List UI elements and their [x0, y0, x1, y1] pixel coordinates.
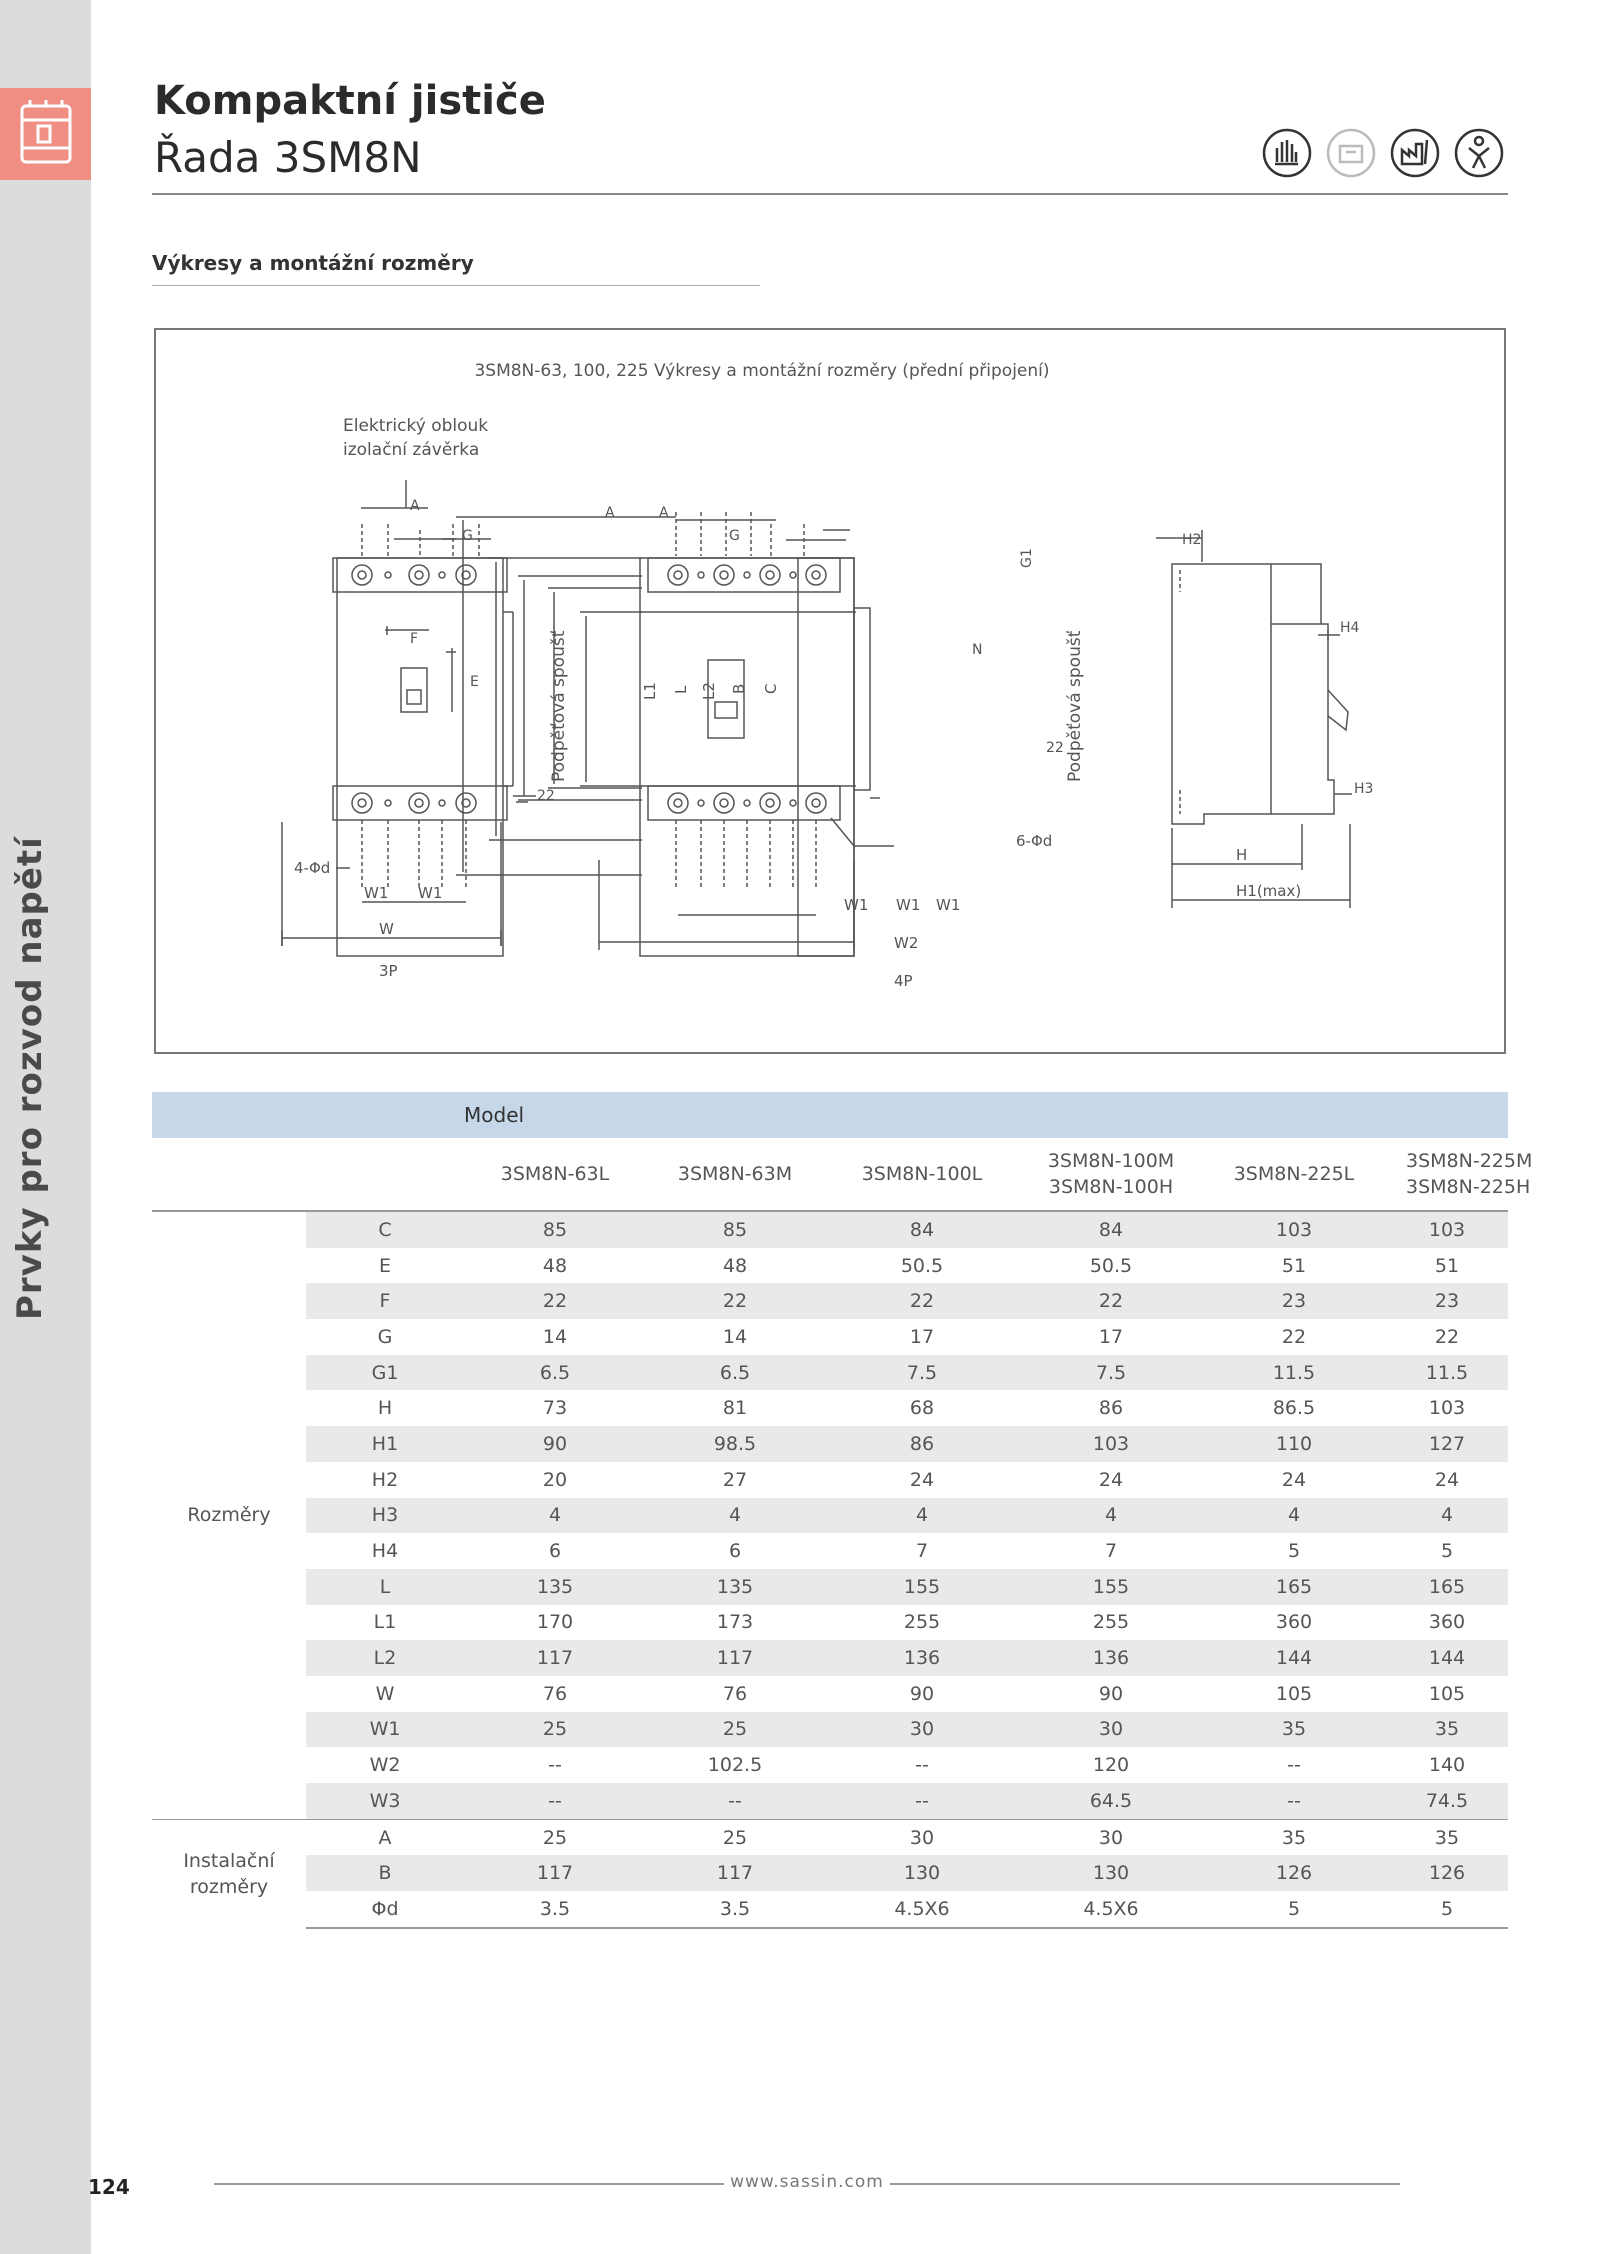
param-value: 73: [542, 1397, 568, 1420]
param-value: 360: [1275, 1611, 1313, 1634]
param-value: 4: [1020, 1498, 1202, 1534]
table-row: [152, 1783, 1508, 1819]
dimensions-table: [152, 1092, 1533, 1929]
dim-w1-4p-b: W1: [896, 896, 921, 914]
table-row: [152, 1462, 1508, 1498]
param-value: 30: [824, 1819, 1020, 1855]
param-value: 255: [1092, 1611, 1130, 1634]
param-value: 7.5: [824, 1355, 1020, 1391]
param-value: 98.5: [646, 1426, 824, 1462]
param-value: 50.5: [1089, 1254, 1133, 1277]
param-value: 23: [1202, 1283, 1386, 1319]
technical-drawing: [154, 328, 1506, 1054]
dim-22-right: 22: [1046, 740, 1064, 756]
param-value: 105: [1275, 1682, 1313, 1705]
dim-g-4p: G: [729, 528, 740, 544]
param-value: 90: [909, 1682, 935, 1705]
param-value: 5: [1287, 1540, 1301, 1563]
model-header: 3SM8N-225M 3SM8N-225H: [1386, 1138, 1508, 1211]
param-name: W1: [306, 1712, 464, 1748]
table-header-row: [152, 1138, 1508, 1211]
param-value: 68: [909, 1397, 935, 1420]
param-value: 4: [824, 1498, 1020, 1534]
param-value: --: [824, 1783, 1020, 1819]
param-value: 117: [646, 1640, 824, 1676]
table-row: [152, 1355, 1508, 1391]
dim-g1: G1: [1019, 548, 1035, 568]
param-value: --: [646, 1783, 824, 1819]
dim-h4: H4: [1340, 620, 1360, 636]
table-row: [152, 1211, 1508, 1248]
param-value: 51: [1281, 1254, 1307, 1277]
sidebar-vertical-title: Prvky pro rozvod napětí: [10, 836, 50, 1320]
param-value: 85: [646, 1211, 824, 1248]
param-value: 17: [1098, 1325, 1124, 1348]
param-name: A: [306, 1819, 464, 1855]
param-value: 22: [464, 1283, 646, 1319]
dim-l: L: [672, 685, 690, 694]
param-value: --: [915, 1754, 929, 1777]
dim-h3: H3: [1354, 781, 1374, 797]
param-value: 22: [824, 1283, 1020, 1319]
param-value: 7.5: [1020, 1355, 1202, 1391]
param-value: 102.5: [707, 1754, 763, 1777]
table-row: [152, 1498, 1508, 1534]
param-value: 4: [1386, 1498, 1508, 1534]
dim-w1-3p-b: W1: [418, 884, 443, 902]
param-value: 25: [464, 1712, 646, 1748]
param-value: 7: [1104, 1540, 1118, 1563]
param-value: 24: [1098, 1468, 1124, 1491]
param-value: 25: [646, 1712, 824, 1748]
param-value: 105: [1428, 1682, 1466, 1705]
param-value: 25: [464, 1819, 646, 1855]
person-icon: [1456, 130, 1502, 176]
param-value: 14: [722, 1325, 748, 1348]
table-row: [152, 1283, 1508, 1319]
factory-icon: [1392, 130, 1438, 176]
param-name: L2: [306, 1640, 464, 1676]
param-value: 120: [1092, 1754, 1130, 1777]
param-value: 6: [548, 1540, 562, 1563]
param-value: 24: [1434, 1468, 1460, 1491]
param-value: 144: [1386, 1640, 1508, 1676]
dim-h1: H1(max): [1236, 882, 1302, 900]
param-value: 126: [1202, 1855, 1386, 1891]
param-value: 165: [1202, 1569, 1386, 1605]
param-value: 6.5: [646, 1355, 824, 1391]
param-value: 86.5: [1272, 1397, 1316, 1420]
param-name: G1: [306, 1355, 464, 1391]
param-value: --: [464, 1783, 646, 1819]
section-title: Výkresy a montážní rozměry: [152, 251, 474, 275]
param-value: 27: [722, 1468, 748, 1491]
param-name: F: [306, 1283, 464, 1319]
param-value: 110: [1202, 1426, 1386, 1462]
param-name: Φd: [306, 1891, 464, 1928]
group-label-dimensions: Rozměry: [152, 1211, 306, 1819]
param-value: --: [1202, 1783, 1386, 1819]
dim-e: E: [470, 674, 479, 690]
param-value: 7: [915, 1540, 929, 1563]
dim-h: H: [1236, 846, 1248, 864]
param-value: 6.5: [464, 1355, 646, 1391]
param-value: 360: [1428, 1611, 1466, 1634]
section-divider: [152, 285, 760, 286]
param-value: 23: [1386, 1283, 1508, 1319]
param-value: 48: [542, 1254, 568, 1277]
param-value: 135: [646, 1569, 824, 1605]
group-label-installation: Instalační rozměry: [152, 1819, 306, 1928]
dim-w1-4p-c: W1: [936, 896, 961, 914]
param-name: E: [378, 1254, 391, 1277]
param-value: 136: [1020, 1640, 1202, 1676]
param-value: 130: [824, 1855, 1020, 1891]
param-value: 126: [1386, 1855, 1508, 1891]
dim-b: B: [730, 683, 748, 694]
param-name: H2: [371, 1468, 399, 1491]
table-row: [152, 1248, 1508, 1284]
param-value: 155: [824, 1569, 1020, 1605]
page-subtitle: Řada 3SM8N: [154, 133, 422, 182]
param-name: W2: [369, 1754, 401, 1777]
param-value: 117: [464, 1640, 646, 1676]
param-value: 11.5: [1386, 1355, 1508, 1391]
param-value: 103: [1202, 1211, 1386, 1248]
page-number: 124: [88, 2175, 130, 2199]
param-value: 35: [1202, 1712, 1386, 1748]
param-value: 81: [722, 1397, 748, 1420]
undervoltage-label-right: Podpěťová spoušť: [1065, 630, 1085, 782]
model-header: 3SM8N-100M 3SM8N-100H: [1020, 1138, 1202, 1211]
dim-6d: 6-Φd: [1016, 832, 1053, 850]
hand-icon: [1264, 130, 1310, 176]
param-name: B: [306, 1855, 464, 1891]
dim-w2: W2: [894, 934, 919, 952]
param-value: 6: [728, 1540, 742, 1563]
table-row: [152, 1605, 1508, 1641]
footer-url: www.sassin.com: [730, 2172, 884, 2192]
param-value: 85: [464, 1211, 646, 1248]
param-value: 90: [464, 1426, 646, 1462]
param-name: H: [377, 1397, 393, 1420]
param-value: 25: [646, 1819, 824, 1855]
param-value: 103: [1386, 1211, 1508, 1248]
param-name: C: [306, 1211, 464, 1248]
param-value: 30: [824, 1712, 1020, 1748]
page-title: Kompaktní jističe: [154, 78, 546, 124]
param-name: H1: [306, 1426, 464, 1462]
param-value: 127: [1386, 1426, 1508, 1462]
param-value: 24: [1281, 1468, 1307, 1491]
param-value: 140: [1428, 1754, 1466, 1777]
param-value: 74.5: [1386, 1783, 1508, 1819]
label-4p: 4P: [894, 972, 913, 990]
drawing-3p-view: [282, 480, 536, 956]
param-value: 14: [542, 1325, 568, 1348]
param-value: 90: [1098, 1682, 1124, 1705]
param-value: 86: [1098, 1397, 1124, 1420]
table-row: [152, 1640, 1508, 1676]
param-value: 130: [1020, 1855, 1202, 1891]
param-value: 165: [1386, 1569, 1508, 1605]
param-value: 30: [1020, 1712, 1202, 1748]
table-row: [152, 1712, 1508, 1748]
table-row: [152, 1390, 1508, 1426]
dim-w1-3p-a: W1: [364, 884, 389, 902]
drawing-side-view: [1156, 530, 1352, 908]
param-value: 51: [1434, 1254, 1460, 1277]
table-row: [152, 1747, 1508, 1783]
param-value: 135: [464, 1569, 646, 1605]
dim-l1: L1: [641, 682, 659, 700]
breaker-category-icon: [0, 88, 91, 180]
param-value: --: [1287, 1754, 1301, 1777]
param-name: W: [375, 1682, 395, 1705]
param-value: 117: [464, 1855, 646, 1891]
param-name: L1: [373, 1611, 397, 1634]
param-value: 17: [909, 1325, 935, 1348]
param-value: 20: [542, 1468, 568, 1491]
drawing-caption: 3SM8N-63, 100, 225 Výkresy a montážní rozměry (přední připojení): [474, 361, 1050, 381]
dim-n: N: [972, 642, 983, 658]
dim-22-left: 22: [537, 788, 555, 804]
param-value: 255: [903, 1611, 941, 1634]
param-value: 4.5X6: [824, 1891, 1020, 1928]
param-name: W3: [306, 1783, 464, 1819]
param-value: 48: [722, 1254, 748, 1277]
param-value: 136: [824, 1640, 1020, 1676]
table-row: [152, 1676, 1508, 1712]
table-model-row: [152, 1092, 1508, 1138]
param-value: 5: [1440, 1540, 1454, 1563]
param-value: 4.5X6: [1020, 1891, 1202, 1928]
param-value: 5: [1202, 1891, 1386, 1928]
param-value: 22: [1281, 1325, 1307, 1348]
model-label: Model: [464, 1092, 646, 1138]
param-value: 50.5: [900, 1254, 944, 1277]
dim-a-4p-1: A: [605, 505, 615, 521]
label-3p: 3P: [379, 962, 398, 980]
arc-label-1: Elektrický oblouk: [343, 416, 489, 436]
param-value: 84: [1020, 1211, 1202, 1248]
dim-l2: L2: [700, 682, 718, 700]
dim-a-4p-2: A: [659, 505, 669, 521]
undervoltage-label-left: Podpěťová spoušť: [549, 630, 569, 782]
param-value: 4: [646, 1498, 824, 1534]
param-value: 4: [464, 1498, 646, 1534]
param-value: 24: [909, 1468, 935, 1491]
param-name: G: [377, 1325, 393, 1348]
model-header: 3SM8N-63M: [646, 1138, 824, 1211]
ccc-mark-icon: [1328, 130, 1374, 176]
param-value: 84: [824, 1211, 1020, 1248]
param-value: --: [548, 1754, 562, 1777]
dim-w: W: [379, 920, 394, 938]
table-row: [152, 1855, 1508, 1891]
arc-label-2: izolační závěrka: [343, 440, 480, 460]
param-value: 117: [646, 1855, 824, 1891]
param-value: 76: [542, 1682, 568, 1705]
dim-g-3p: G: [462, 528, 473, 544]
table-row: [152, 1819, 1508, 1855]
table-row: [152, 1891, 1508, 1928]
param-value: 103: [1428, 1397, 1466, 1420]
param-value: 170: [536, 1611, 574, 1634]
table-row: [152, 1426, 1508, 1462]
param-value: 22: [1434, 1325, 1460, 1348]
certification-icons: [1262, 126, 1512, 180]
param-value: 86: [824, 1426, 1020, 1462]
footer-rule-right: [890, 2183, 1400, 2185]
dim-w1-4p-a: W1: [844, 896, 869, 914]
footer-rule-left: [214, 2183, 724, 2185]
table-row: [152, 1569, 1508, 1605]
param-value: 76: [722, 1682, 748, 1705]
param-value: 155: [1020, 1569, 1202, 1605]
dim-4d: 4-Φd: [294, 859, 331, 877]
title-divider: [152, 193, 1508, 195]
param-value: 103: [1020, 1426, 1202, 1462]
param-value: 30: [1020, 1819, 1202, 1855]
param-value: 22: [1020, 1283, 1202, 1319]
dim-c: C: [762, 683, 780, 694]
param-value: 35: [1202, 1819, 1386, 1855]
table-row: [152, 1319, 1508, 1355]
param-value: 5: [1386, 1891, 1508, 1928]
dim-f: F: [410, 631, 419, 647]
model-header: 3SM8N-63L: [464, 1138, 646, 1211]
param-name: H3: [306, 1498, 464, 1534]
param-name: L: [306, 1569, 464, 1605]
param-name: H4: [371, 1540, 399, 1563]
dim-h2: H2: [1182, 532, 1202, 548]
model-header: 3SM8N-100L: [824, 1138, 1020, 1211]
param-value: 173: [716, 1611, 754, 1634]
param-value: 64.5: [1020, 1783, 1202, 1819]
param-value: 3.5: [464, 1891, 646, 1928]
table-row: [152, 1533, 1508, 1569]
param-value: 11.5: [1202, 1355, 1386, 1391]
dim-a-3p: A: [410, 498, 420, 514]
model-header: 3SM8N-225L: [1202, 1138, 1386, 1211]
param-value: 144: [1202, 1640, 1386, 1676]
param-value: 22: [646, 1283, 824, 1319]
param-value: 35: [1386, 1819, 1508, 1855]
param-value: 3.5: [646, 1891, 824, 1928]
param-value: 4: [1202, 1498, 1386, 1534]
param-value: 35: [1386, 1712, 1508, 1748]
drawing-4p-view: [456, 512, 894, 956]
